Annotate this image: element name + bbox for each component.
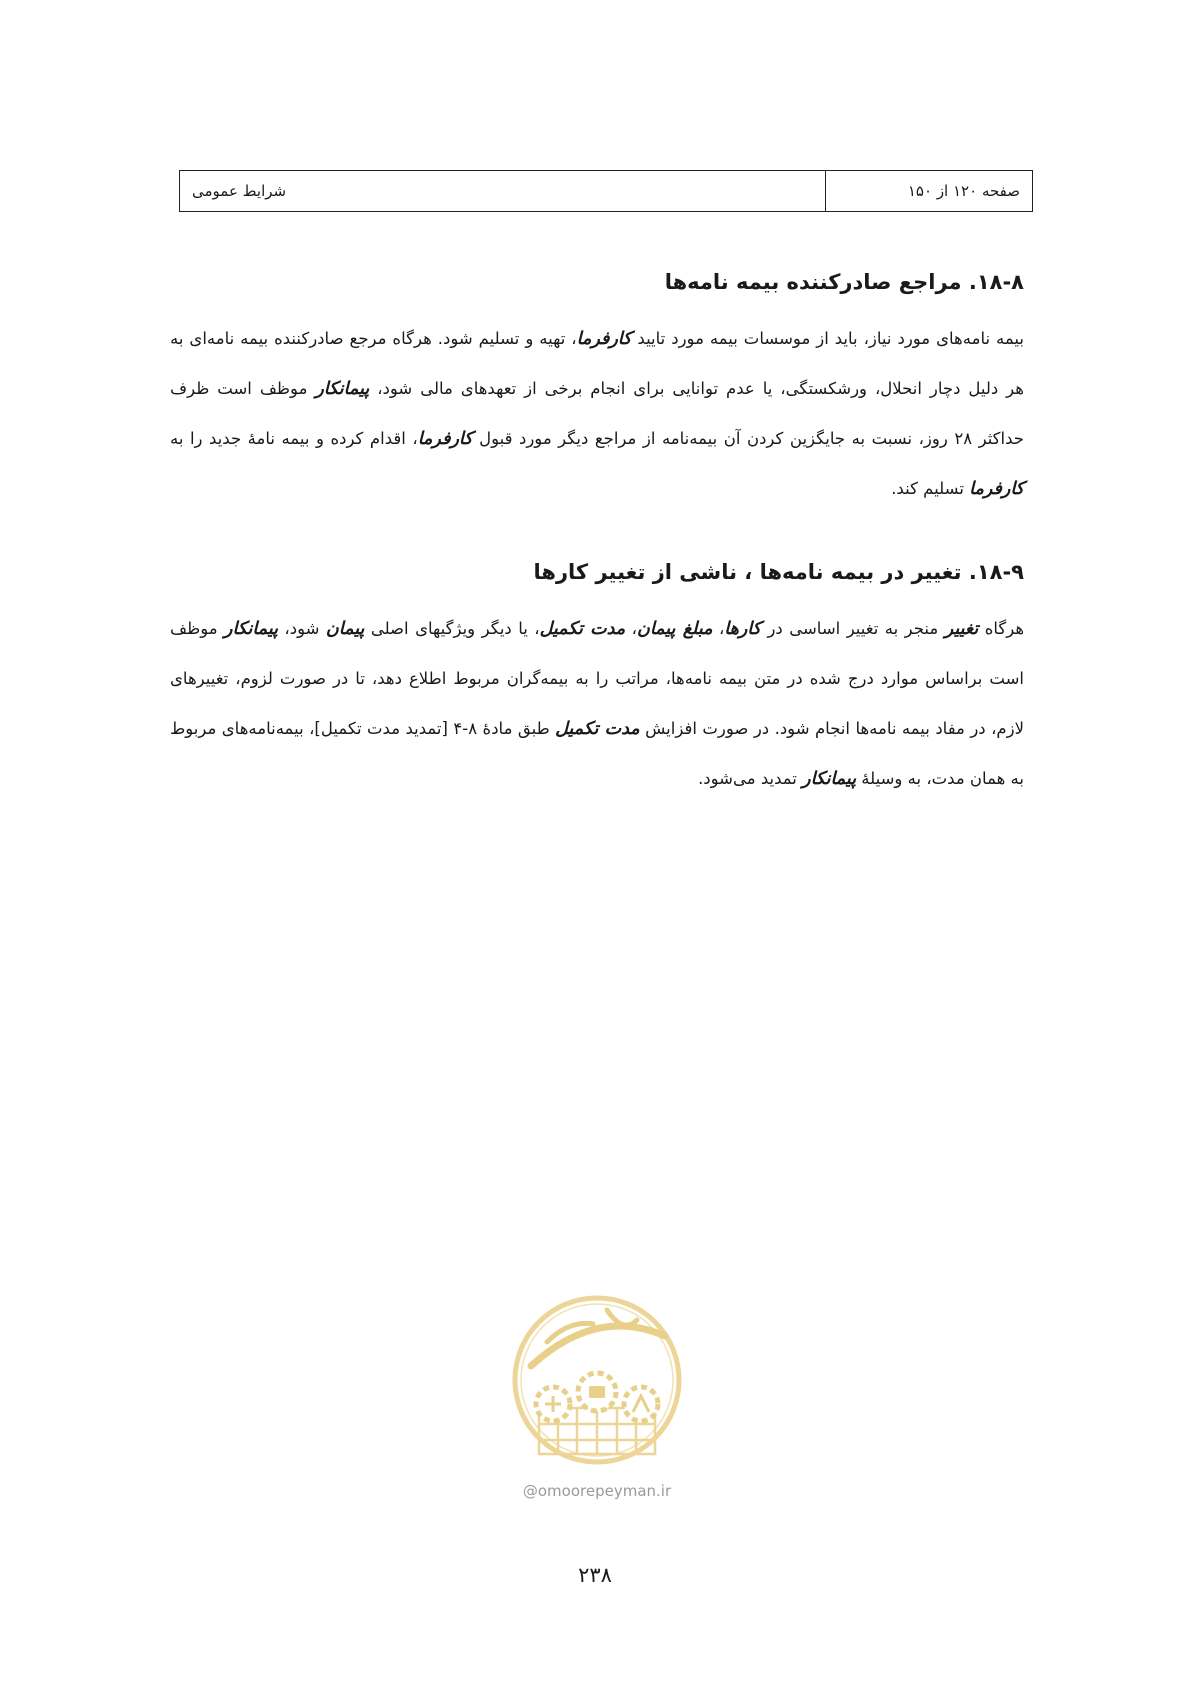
paragraph-text: موظف است براساس موارد درج شده در متن بیمه نامه‌ها، مراتب را به بیمه‌گران مربوط اطلاع دهد، تا در صورت لزوم، تغییرهای لازم، در مفاد بیمه نامه‌ها انجام شود. در صورت افزایش (170, 619, 1024, 738)
paragraph-text: بیمه نامه‌های مورد نیاز، باید از موسسات بیمه مورد تایید (631, 329, 1024, 348)
emphasized-term: پیمانکار (315, 379, 370, 399)
paragraph-text: شود، (277, 619, 326, 638)
seal-graphic (497, 1280, 697, 1540)
paragraph-text: ، یا دیگر ویژگیهای اصلی (364, 619, 540, 638)
emphasized-term: پیمانکار (224, 619, 278, 639)
paragraph-text: هرگاه (978, 619, 1025, 638)
paragraph-text: ، اقدام کرده و بیمه نامهٔ جدید را به (170, 429, 418, 448)
page-counter: صفحه ۱۲۰ از ۱۵۰ (825, 171, 1032, 211)
emphasized-term: کارفرما (576, 329, 632, 349)
paragraph-text: ، تهیه و تسلیم شود. هرگاه مرجع صادرکننده بیمه نامه‌ای به هر دلیل دچار انحلال، ورشکستگی، یا عدم توانایی برای انجام برخی از تعهدهای مالی شود، (170, 329, 1024, 398)
page-number: ۲۳۸ (578, 1563, 612, 1587)
emphasized-term: کارفرما (969, 479, 1024, 499)
section-paragraph-18-9 (170, 604, 1024, 804)
section-heading-18-8: ۱۸-۸. مراجع صادرکننده بیمه نامه‌ها (664, 270, 1024, 294)
paragraph-text: طبق مادهٔ ۸-۴ [تمدید مدت تکمیل]، بیمه‌نامه‌های مربوط به همان مدت، به وسیلهٔ (170, 719, 1024, 788)
paragraph-text: تمدید می‌شود. (698, 769, 803, 788)
emphasized-term: مدت تکمیل (539, 619, 626, 639)
paragraph-text: منجر به تغییر اساسی در (760, 619, 945, 638)
document-body (170, 262, 1024, 804)
section-paragraph-18-8 (170, 314, 1024, 514)
emphasized-term: کارفرما (417, 429, 473, 449)
page-header (179, 170, 1033, 212)
emphasized-term: مدت تکمیل (555, 719, 640, 739)
paragraph-text: ، (712, 619, 725, 638)
document-title: شرایط عمومی (192, 182, 287, 200)
paragraph-text: تسلیم کند. (891, 479, 970, 498)
omoorepeyman-logo (497, 1280, 697, 1540)
emphasized-term: پیمانکار (802, 769, 857, 789)
emphasized-term: مبلغ پیمان (636, 619, 713, 639)
logo-website: @omoorepeyman.ir (522, 1482, 672, 1500)
paragraph-text: موظف است ظرف حداکثر ۲۸ روز، نسبت به جایگزین کردن آن بیمه‌نامه از مراجع دیگر مورد قبول (170, 379, 1024, 448)
section-heading-18-9: ۱۸-۹. تغییر در بیمه نامه‌ها ، ناشی از تغییر کارها (533, 560, 1024, 584)
emphasized-term: پیمان (325, 619, 365, 639)
emphasized-term: کارها (724, 619, 761, 639)
emphasized-term: تغییر (944, 619, 979, 639)
paragraph-text: ، (625, 619, 637, 638)
